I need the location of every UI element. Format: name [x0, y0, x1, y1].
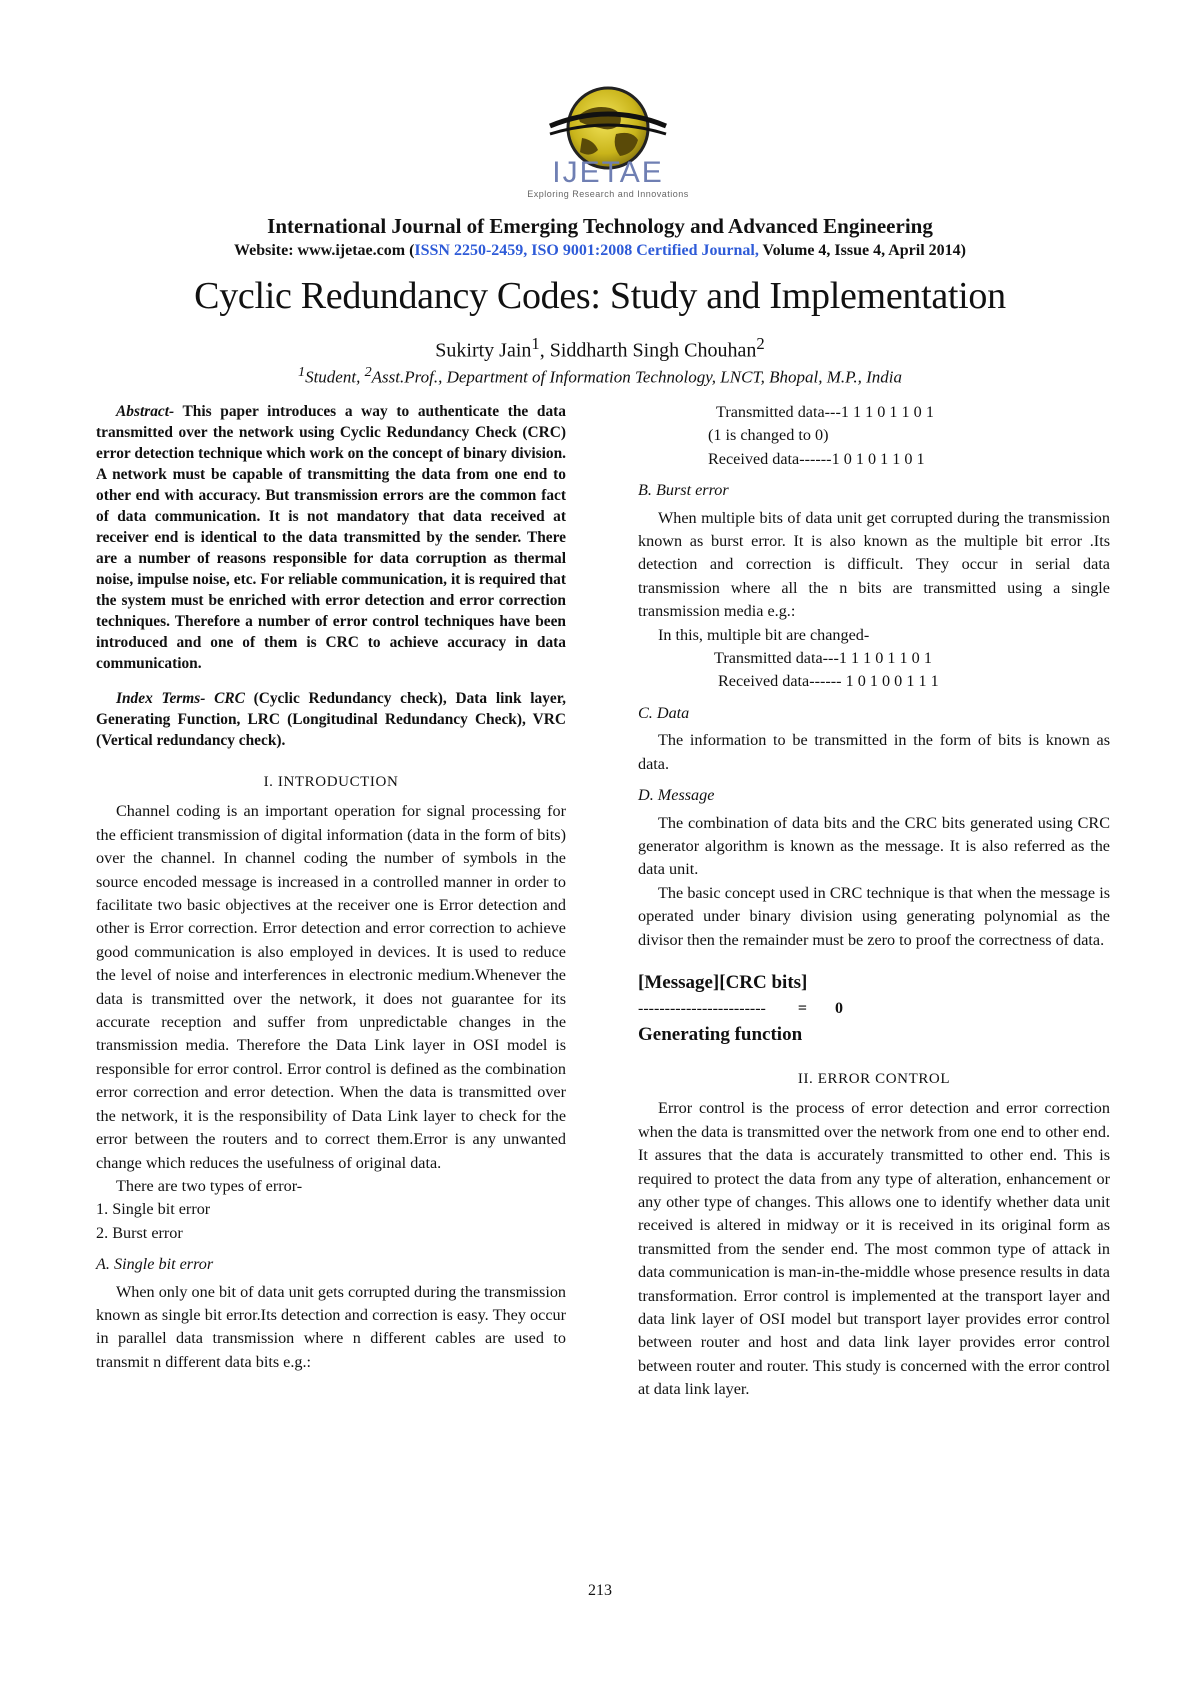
affil-sup-2: 2: [364, 364, 372, 380]
right-column: [638, 401, 1110, 1402]
intro-paragraph-2: There are two types of error-: [116, 1176, 303, 1195]
subsection-data: C. Data: [638, 703, 690, 722]
subsection-burst-error: B. Burst error: [638, 481, 729, 500]
logo-name: IJETAE: [552, 156, 664, 189]
journal-logo-text: [500, 158, 716, 200]
single-bit-transmitted: Transmitted data---1 1 1 0 1 1 0 1: [716, 403, 934, 421]
section-heading-error-control: II. ERROR CONTROL: [797, 1070, 951, 1087]
issn-text: ISSN 2250-2459, ISO 9001:2008 Certified Journal,: [414, 242, 759, 259]
abstract: [96, 401, 566, 674]
volume-issue: Volume 4, Issue 4, April 2014): [758, 242, 966, 259]
formula-zero: 0: [835, 999, 843, 1017]
affil-sup-1: 1: [298, 364, 306, 380]
logo-tagline: Exploring Research and Innovations: [527, 189, 689, 199]
author-2-sup: 2: [756, 334, 765, 353]
journal-website-line: [0, 242, 1200, 260]
crc-formula-line: [638, 996, 1110, 1022]
paper-title: Cyclic Redundancy Codes: Study and Implementation: [194, 275, 1006, 317]
affil-role-2: Asst.Prof., Department of Information Technology, LNCT, Bhopal, M.P., India: [371, 367, 902, 387]
intro-paragraph-1: Channel coding is an important operation for signal processing for the efficient transmission of digital information (data in the form of bits) over the channel. In channel coding the number of symbols in the source encoded message is increased in a controlled manner in order to facilitate two basic objectives at the receiver one is Error detection and other is Error correction. Error detection and error correction to achieve good communication is also employed in devices. It is used to reduce the level of noise and interferences in electronic medium.Whenever the data is transmitted over the network, it does not guarantee for its accurate reception and suffer from unpredictable changes in the transmission media. Therefore the Data Link layer in OSI model is responsible for error control. Error control is defined as the combination error correction and error detection. When the data is transmitted over the network, it is the responsibility of Data Link layer to check for the error between the routers and to correct them.Error is any unwanted change which reduces the usefulness of original data.: [96, 802, 566, 1172]
index-terms: [96, 688, 566, 751]
data-paragraph: The information to be transmitted in the form of bits is known as data.: [638, 731, 1110, 773]
formula-dashes: ------------------------: [638, 999, 766, 1017]
abstract-text: This paper introduces a way to authenticate the data transmitted over the network using Cyclic Redundancy Check (CRC) error detection technique which work on the concept of binary division. A network must be capable of transmitting the data from one end to other end with accuracy. But transmission errors are the common fact of data communication. It is not mandatory that data received at receiver end is identical to the data transmitted by the sender. There are a number of reasons responsible for data corruption as thermal noise, impulse noise, etc. For reliable communication, it is required that the system must be enriched with error detection and error correction techniques. Therefore a number of error control techniques have been introduced and one of them is CRC to achieve accuracy in data communication.: [96, 403, 566, 672]
index-terms-text: (Cyclic Redundancy check), Data link layer, Generating Function, LRC (Longitudinal Redundancy Check), VRC (Vertical redundancy check).: [96, 690, 566, 749]
message-paragraph-1: The combination of data bits and the CRC bits generated using CRC generator algorithm is known as the message. It is also referred as the data unit.: [638, 813, 1110, 879]
subsection-single-bit-error: A. Single bit error: [96, 1255, 214, 1274]
crc-formula-denominator: Generating function: [638, 1023, 803, 1045]
author-1-sup: 1: [531, 334, 540, 353]
single-bit-note: (1 is changed to 0): [708, 426, 829, 445]
single-bit-paragraph: When only one bit of data unit gets corrupted during the transmission known as single bit error.Its detection and correction is easy. They occur in parallel data transmission where n different cables are used to transmit n different data bits e.g.:: [96, 1282, 567, 1371]
crc-formula-numerator: [Message][CRC bits]: [638, 971, 808, 993]
burst-paragraph: When multiple bits of data unit get corrupted during the transmission known as burst error. It is also known as the multiple bit error .Its detection and correction is difficult. They occur in serial data transmission where all the n bits are transmitted using a single transmission media e.g.:: [638, 508, 1110, 621]
author-2: , Siddharth Singh Chouhan: [539, 339, 757, 362]
list-item-burst: 2. Burst error: [96, 1223, 183, 1242]
index-terms-crc: CRC: [205, 690, 245, 707]
journal-name: International Journal of Emerging Technology and Advanced Engineering: [267, 214, 933, 238]
authors: [0, 334, 1200, 363]
author-1: Sukirty Jain: [435, 339, 532, 362]
abstract-label: Abstract-: [116, 403, 175, 420]
affil-role-1: Student,: [305, 367, 365, 387]
error-control-paragraph: Error control is the process of error detection and error correction when the data is transmitted over the network from one end to other end. It assures that the data is accurately transmitted to other end. This is required to protect the data from any type of alteration, enhancement or any other type of changes. This allows one to identify whether data unit received is altered in midway or it is received in its original form as transmitted from the sender end. The most common type of attack in data communication is man-in-the-middle whose presence results in data transformation. Error control is implemented at the transport layer and data link layer of OSI model but transport layer provides error control between router and host and data link layer provides error control between router and router. This study is concerned with the error control at data link layer.: [638, 1099, 1110, 1399]
section-heading-introduction: I. INTRODUCTION: [263, 774, 399, 790]
burst-paragraph-2: In this, multiple bit are changed-: [658, 625, 870, 644]
list-item-single-bit: 1. Single bit error: [96, 1200, 211, 1219]
left-column: [96, 401, 566, 1374]
formula-equals: =: [797, 999, 807, 1017]
subsection-message: D. Message: [638, 786, 715, 805]
website-prefix: Website: www.ijetae.com (: [234, 242, 415, 259]
single-bit-received: Received data------1 0 1 0 1 1 0 1: [708, 449, 925, 468]
affiliation: [0, 364, 1200, 388]
burst-received: Received data------ 1 0 1 0 0 1 1 1: [718, 672, 939, 691]
message-paragraph-2: The basic concept used in CRC technique is that when the message is operated under binary division using generating polynomial as the divisor then the remainder must be zero to proof the correctness of data.: [638, 883, 1110, 949]
burst-transmitted: Transmitted data---1 1 1 0 1 1 0 1: [714, 649, 932, 668]
index-terms-label: Index Terms-: [116, 690, 206, 707]
page-number: 213: [588, 1582, 612, 1599]
